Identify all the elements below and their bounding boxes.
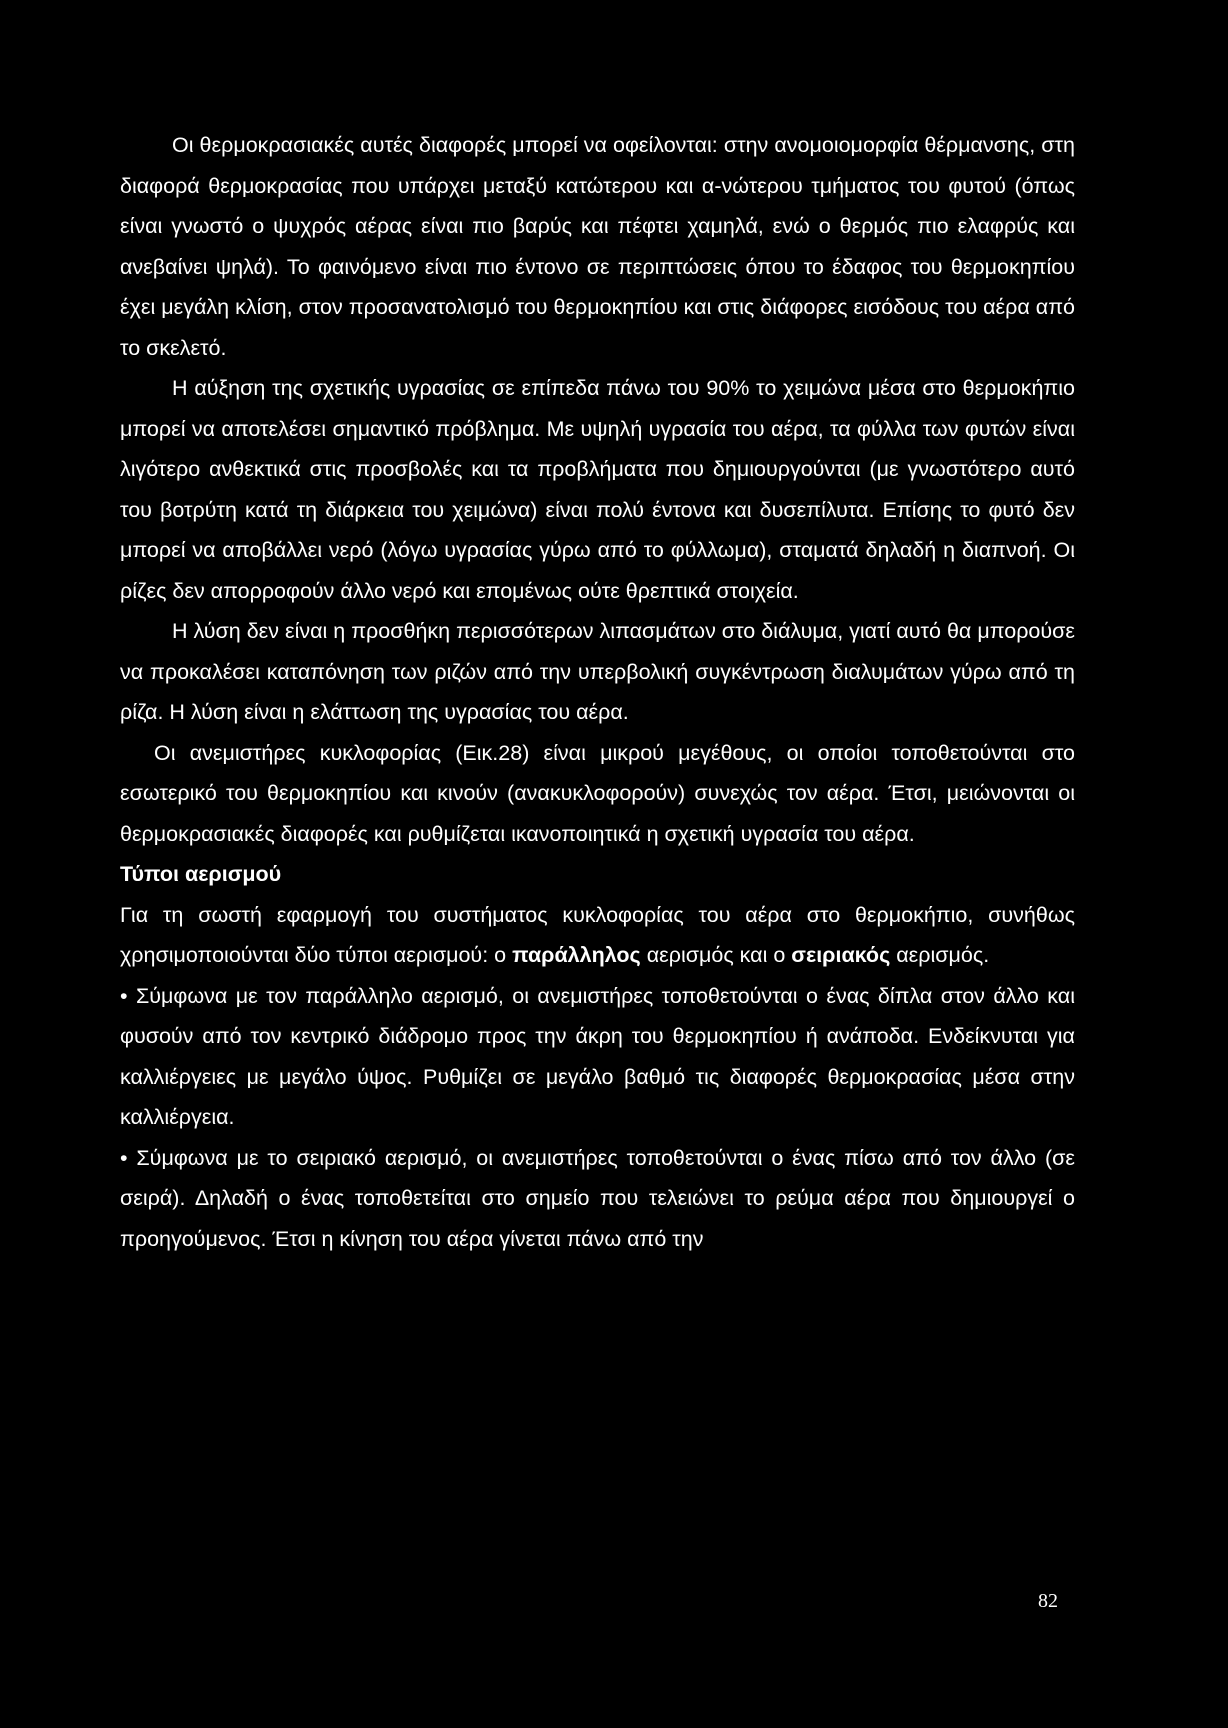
term-parallel: παράλληλος bbox=[512, 943, 641, 967]
section-heading-ventilation-types: Τύποι αερισμού bbox=[120, 862, 282, 886]
ventilation-text-part1: Για τη σωστή εφαρμογή του συστήματος κυκλοφορίας του αέρα στο θερμοκήπιο, συνήθως χρησιμοποιούνται δύο τύποι αερισμού: ο bbox=[120, 902, 1075, 967]
bullet-parallel-ventilation: • Σύμφωνα με τον παράλληλο αερισμό, οι ανεμιστήρες τοποθετούνται ο ένας δίπλα στον άλλο και φυσούν από τον κεντρικό διάδρομο προς την άκρη του θερμοκηπίου ή ανάποδα. Ενδείκνυται για καλλιέργειες με μεγάλο ύψος. Ρυθμίζει σε μεγάλο βαθμό τις διαφορές θερμοκρασίας μέσα στην καλλιέργεια. bbox=[120, 983, 1075, 1129]
ventilation-text-part2: αερισμός και ο bbox=[640, 943, 792, 967]
page-number: 82 bbox=[1038, 1590, 1058, 1612]
paragraph-temperature-differences: Οι θερμοκρασιακές αυτές διαφορές μπορεί να οφείλονται: στην ανομοιομορφία θέρμανσης, στη διαφορά θερμοκρασίας που υπάρχει μεταξύ κατώτερου και α-νώτερου τμήματος του φυτού (όπως είναι γνωστό ο ψυχρός αέρας είναι πιο βαρύς και πέφτει χαμηλά, ενώ ο θερμός πιο ελαφρύς και ανεβαίνει ψηλά). Το φαινόμενο είναι πιο έντονο σε περιπτώσεις όπου το έδαφος του θερμοκηπίου έχει μεγάλη κλίση, στον προσανατολισμό του θερμοκηπίου και στις διάφορες εισόδους του αέρα από το σκελετό. bbox=[120, 133, 1075, 360]
bullet-serial-ventilation: • Σύμφωνα με το σειριακό αερισμό, οι ανεμιστήρες τοποθετούνται ο ένας πίσω από τον άλλο (σε σειρά). Δηλαδή ο ένας τοποθετείται στο σημείο που τελειώνει το ρεύμα αέρα που δημιουργεί ο προηγούμενος. Έτσι η κίνηση του αέρα γίνεται πάνω από την bbox=[120, 1145, 1075, 1251]
term-serial: σειριακός bbox=[791, 943, 891, 967]
paragraph-ventilation-types bbox=[120, 895, 1075, 976]
paragraph-humidity-problem: Η αύξηση της σχετικής υγρασίας σε επίπεδα πάνω του 90% το χειμώνα μέσα στο θερμοκήπιο μπορεί να αποτελέσει σημαντικό πρόβλημα. Με υψηλή υγρασία του αέρα, τα φύλλα των φυτών είναι λιγότερο ανθεκτικά στις προσβολές και τα προβλήματα που δημιουργούνται (με γνωστότερο αυτό του βοτρύτη κατά τη διάρκεια του χειμώνα) είναι πολύ έντονα και δυσεπίλυτα. Επίσης το φυτό δεν μπορεί να αποβάλλει νερό (λόγω υγρασίας γύρω από το φύλλωμα), σταματά δηλαδή η διαπνοή. Οι ρίζες δεν απορροφούν άλλο νερό και επομένως ούτε θρεπτικά στοιχεία. bbox=[120, 376, 1075, 603]
paragraph-circulation-fans: Οι ανεμιστήρες κυκλοφορίας (Εικ.28) είναι μικρού μεγέθους, οι οποίοι τοποθετούνται στο εσωτερικό του θερμοκηπίου και κινούν (ανακυκλοφορούν) συνεχώς τον αέρα. Έτσι, μειώνονται οι θερμοκρασιακές διαφορές και ρυθμίζεται ικανοποιητικά η σχετική υγρασία του αέρα. bbox=[120, 740, 1075, 846]
ventilation-text-part3: αερισμός. bbox=[890, 943, 990, 967]
body-text bbox=[120, 125, 1075, 1259]
paragraph-humidity-solution: Η λύση δεν είναι η προσθήκη περισσότερων λιπασμάτων στο διάλυμα, γιατί αυτό θα μπορούσε να προκαλέσει καταπόνηση των ριζών από την υπερβολική συγκέντρωση διαλυμάτων γύρω από τη ρίζα. Η λύση είναι η ελάττωση της υγρασίας του αέρα. bbox=[120, 619, 1075, 724]
